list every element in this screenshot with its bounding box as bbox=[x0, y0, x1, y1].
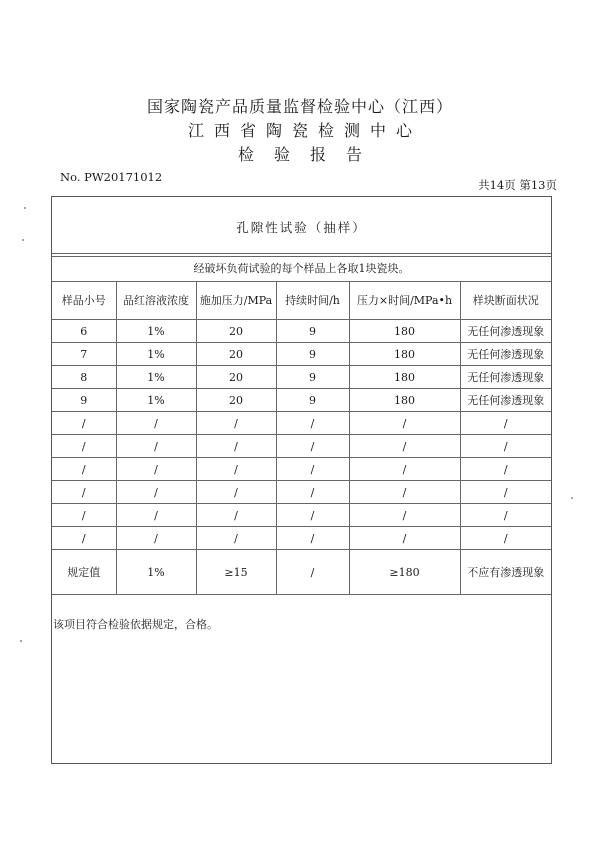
header-cell: 施加压力/MPa bbox=[196, 281, 276, 320]
table-row bbox=[52, 320, 551, 343]
spec-cell: ≥180 bbox=[349, 550, 460, 595]
scan-speck bbox=[24, 207, 26, 209]
table-cell: / bbox=[116, 435, 196, 458]
table-row bbox=[52, 389, 551, 412]
table-cell: / bbox=[116, 412, 196, 435]
table-cell: 无任何渗透现象 bbox=[460, 320, 551, 343]
table-cell: / bbox=[460, 412, 551, 435]
table-cell: / bbox=[196, 435, 276, 458]
table-cell: / bbox=[276, 504, 349, 527]
table-cell: / bbox=[116, 527, 196, 550]
table-cell: / bbox=[276, 412, 349, 435]
spec-label: 规定值 bbox=[52, 550, 116, 595]
table-cell: / bbox=[349, 435, 460, 458]
spec-cell: 不应有渗透现象 bbox=[460, 550, 551, 595]
table-cell: 8 bbox=[52, 366, 116, 389]
section-note: 经破坏负荷试验的每个样品上各取1块瓷块。 bbox=[193, 262, 410, 275]
table-cell: / bbox=[276, 458, 349, 481]
table-cell: / bbox=[52, 527, 116, 550]
spec-cell: 1% bbox=[116, 550, 196, 595]
table-cell: / bbox=[460, 481, 551, 504]
table-cell: / bbox=[116, 481, 196, 504]
table-cell: 1% bbox=[116, 366, 196, 389]
table-header-row bbox=[52, 281, 551, 320]
table-row bbox=[52, 435, 551, 458]
header-cell: 样块断面状况 bbox=[460, 281, 551, 320]
table-row bbox=[52, 481, 551, 504]
report-frame bbox=[51, 196, 552, 764]
table-cell: / bbox=[460, 527, 551, 550]
table-cell: 6 bbox=[52, 320, 116, 343]
results-table bbox=[52, 281, 551, 595]
scan-speck bbox=[22, 239, 24, 241]
table-row bbox=[52, 458, 551, 481]
table-cell: / bbox=[196, 527, 276, 550]
table-cell: 20 bbox=[196, 320, 276, 343]
conclusion-text: 该项目符合检验依据规定，合格。 bbox=[53, 618, 218, 631]
table-cell: / bbox=[349, 412, 460, 435]
scan-speck bbox=[20, 640, 22, 642]
section-title: 孔隙性试验（抽样） bbox=[236, 220, 367, 235]
table-cell: / bbox=[196, 504, 276, 527]
table-cell: / bbox=[52, 481, 116, 504]
table-cell: / bbox=[460, 435, 551, 458]
table-cell: / bbox=[116, 504, 196, 527]
table-cell: 9 bbox=[276, 320, 349, 343]
table-cell: / bbox=[52, 412, 116, 435]
table-cell: / bbox=[349, 481, 460, 504]
table-cell: 无任何渗透现象 bbox=[460, 366, 551, 389]
table-cell: 20 bbox=[196, 389, 276, 412]
table-cell: / bbox=[276, 435, 349, 458]
table-row bbox=[52, 527, 551, 550]
table-cell: / bbox=[196, 481, 276, 504]
table-cell: / bbox=[52, 435, 116, 458]
table-cell: / bbox=[349, 458, 460, 481]
scan-speck bbox=[571, 497, 573, 499]
table-cell: 20 bbox=[196, 366, 276, 389]
table-cell: 1% bbox=[116, 343, 196, 366]
table-cell: / bbox=[349, 527, 460, 550]
table-row bbox=[52, 343, 551, 366]
header-report-title: 检验报告 bbox=[237, 145, 382, 164]
page-indicator: 共14页 第13页 bbox=[478, 178, 557, 192]
spec-cell: ≥15 bbox=[196, 550, 276, 595]
table-row bbox=[52, 504, 551, 527]
table-cell: 9 bbox=[276, 343, 349, 366]
table-cell: 无任何渗透现象 bbox=[460, 343, 551, 366]
table-cell: 180 bbox=[349, 320, 460, 343]
header-cell: 压力×时间/MPa•h bbox=[349, 281, 460, 320]
table-cell: / bbox=[460, 504, 551, 527]
header-cell: 品红溶液浓度 bbox=[116, 281, 196, 320]
spec-cell: / bbox=[276, 550, 349, 595]
table-cell: 9 bbox=[276, 366, 349, 389]
table-cell: / bbox=[460, 458, 551, 481]
table-cell: / bbox=[116, 458, 196, 481]
table-cell: / bbox=[52, 458, 116, 481]
table-cell: 9 bbox=[276, 389, 349, 412]
table-cell: / bbox=[349, 504, 460, 527]
header-center-subname: 江西省陶瓷检测中心 bbox=[187, 121, 422, 140]
table-cell: 7 bbox=[52, 343, 116, 366]
table-cell: / bbox=[196, 412, 276, 435]
table-cell: / bbox=[196, 458, 276, 481]
table-cell: 9 bbox=[52, 389, 116, 412]
spec-row bbox=[52, 550, 551, 595]
table-cell: / bbox=[276, 481, 349, 504]
header-cell: 样品小号 bbox=[52, 281, 116, 320]
divider bbox=[52, 253, 551, 254]
table-cell: 1% bbox=[116, 320, 196, 343]
header-center-name: 国家陶瓷产品质量监督检验中心（江西） bbox=[146, 97, 453, 116]
table-row bbox=[52, 366, 551, 389]
table-cell: 无任何渗透现象 bbox=[460, 389, 551, 412]
header-cell: 持续时间/h bbox=[276, 281, 349, 320]
table-cell: / bbox=[52, 504, 116, 527]
table-cell: / bbox=[276, 527, 349, 550]
table-cell: 180 bbox=[349, 389, 460, 412]
table-cell: 180 bbox=[349, 366, 460, 389]
table-cell: 180 bbox=[349, 343, 460, 366]
report-number: No. PW20171012 bbox=[60, 170, 163, 184]
table-cell: 20 bbox=[196, 343, 276, 366]
table-cell: 1% bbox=[116, 389, 196, 412]
table-row bbox=[52, 412, 551, 435]
